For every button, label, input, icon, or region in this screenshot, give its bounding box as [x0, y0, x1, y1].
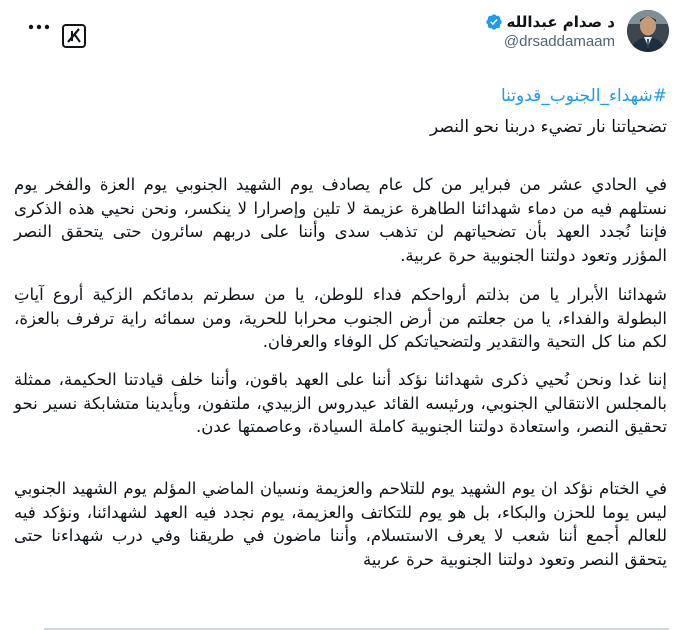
author-handle[interactable]: @drsaddamaam [503, 33, 615, 50]
more-options-button[interactable] [26, 18, 52, 36]
post-paragraph-4: في الختام نؤكد ان يوم الشهيد يوم للتلاحم والعزيمة ونسيان الماضي المؤلم يوم الشهيد الجنوبي ليس يوما للحزن والبكاء، بل هو يوم للتكاتف والعزيمة، يوم نجدد فيه العهد لشهدائنا، ونؤكد فيه للعالم أجمع أننا شعب لا يعرف الاستسلام، وأننا ماضون في طريقنا وفي درب شهداءنا حتى يتحقق النصر وتعود دولتنا الجنوبية حرة عربية [14, 479, 667, 569]
verified-badge-icon [485, 13, 503, 31]
author-name-row [485, 13, 615, 31]
post-subtitle: تضحياتنا نار تضيء دربنا نحو النصر [429, 117, 667, 137]
grok-icon [64, 26, 84, 46]
profile-photo-icon [627, 10, 669, 52]
post-paragraph-3: إننا غدا ونحن نُحيي ذكرى شهدائنا نؤكد أننا على العهد باقون، وأننا خلف قيادتنا الحكيمة، ممثلة بالمجلس الانتقالي الجنوبي، ورئيسه القائد عيدروس الزبيدي، ملتفون، وبأيدينا متشابكة نسير نحو تحقيق النصر، واستعادة دولتنا الجنوبية كاملة السيادة، وعاصمتها عدن. [14, 370, 667, 436]
grok-button[interactable] [62, 24, 86, 48]
ellipsis-icon [28, 24, 50, 30]
author-block[interactable] [485, 12, 615, 50]
post-paragraph-2: شهدائنا الأبرار يا من بذلتم أرواحكم فداء للوطن، يا من سطرتم بدمائكم الزكية أروع آياتِ البطولة والفداء، يا من جعلتم من أرض الجنوب محرابا للحرية، ومن سمائه راية ترفرف بالعزة، لكم منا كل التحية والتقدير ولتضحياتكم كل الوفاء والعرفان. [14, 285, 667, 351]
hashtag-link[interactable]: #شهداء_الجنوب_قدوتنا [500, 86, 667, 106]
avatar[interactable] [627, 10, 669, 52]
post-paragraph-1: في الحادي عشر من فبراير من كل عام يصادف يوم الشهيد الجنوبي يوم العزة والفخر يوم نستلهم فيه من دماء شهدائنا الطاهرة عزيمة لا تلين وإصرارا لا ينكسر، ونحن نحيي هذه الذكرى فإننا نُجدد العهد بأن تضحياتهم لن تذهب سدى وأننا على دربهم سائرون حتى يتحقق النصر المؤزر وتعود دولتنا الجنوبية حرة عربية. [14, 175, 667, 265]
author-display-name[interactable]: د صدام عبدالله [506, 13, 615, 31]
post-header [26, 10, 669, 70]
